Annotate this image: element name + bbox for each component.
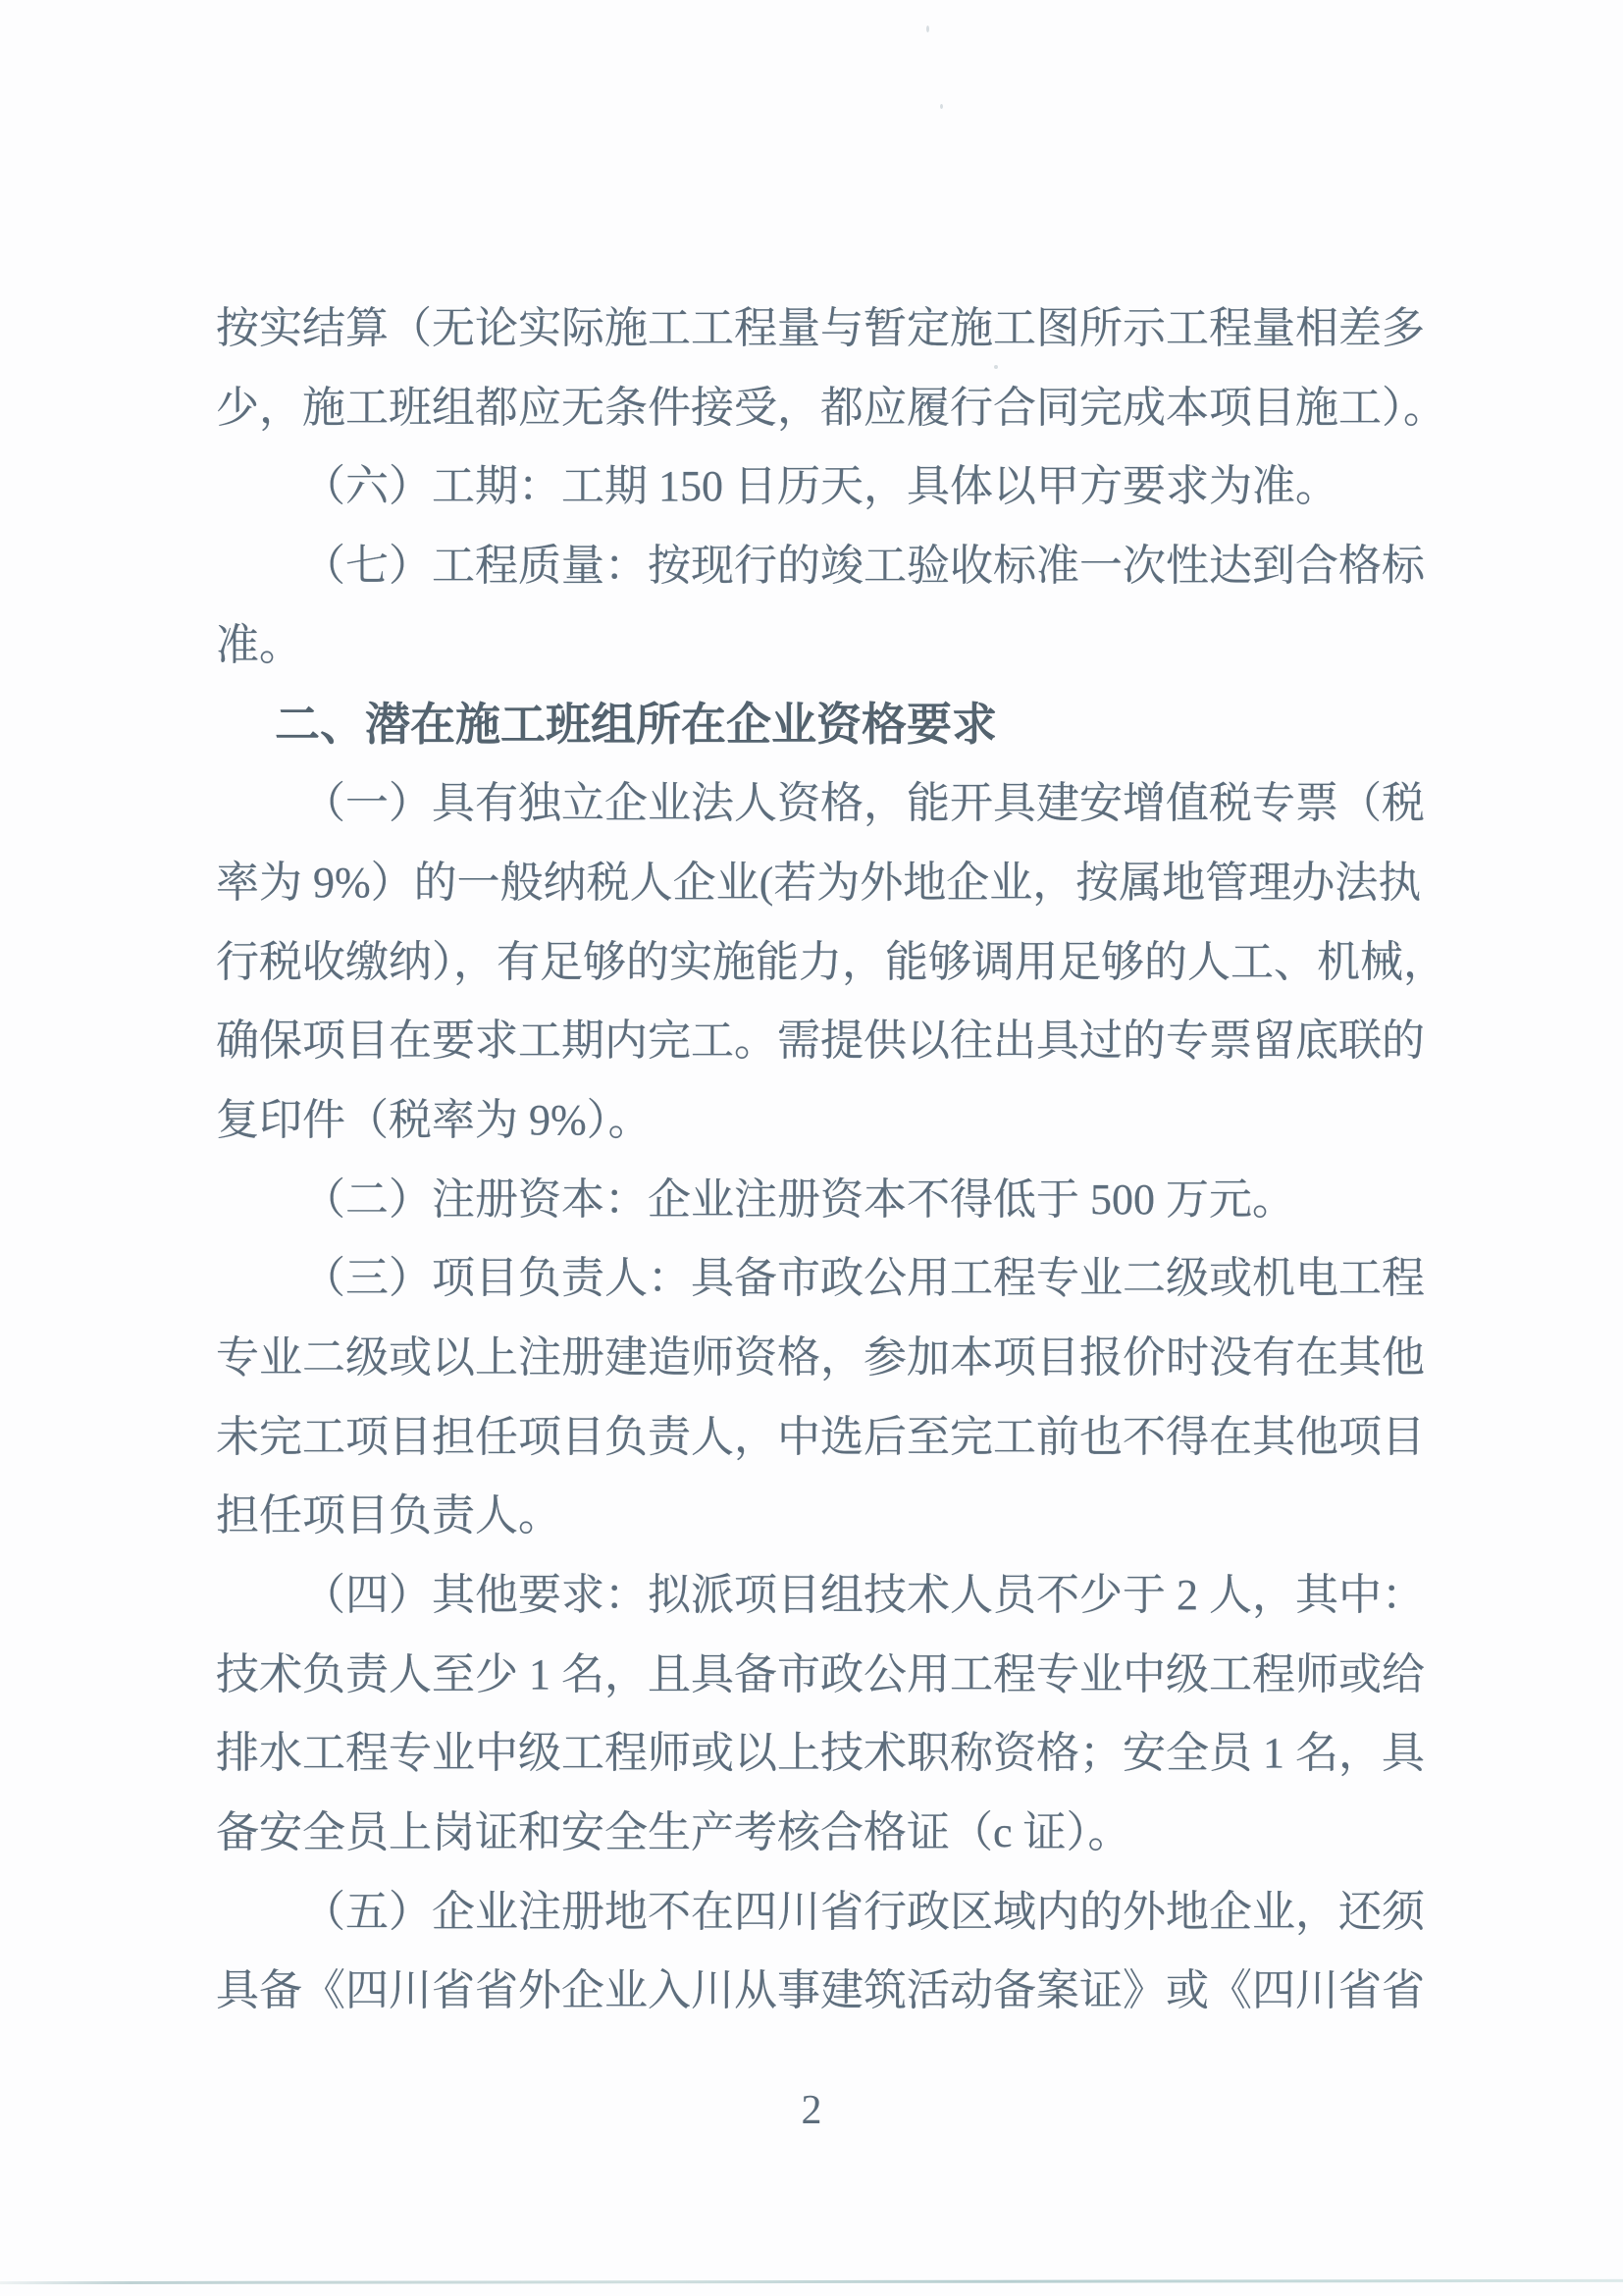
section-heading: 二、潜在施工班组所在企业资格要求 [275,699,997,751]
text-line: 备安全员上岗证和安全生产考核合格证（c 证）。 [216,1808,1131,1857]
text-line: 具备《四川省省外企业入川从事建筑活动备案证》或《四川省省 [216,1966,1425,2015]
text-line: 行税收缴纳），有足够的实施能力，能够调用足够的人工、机械， [216,937,1446,986]
text-line: 准。 [216,620,302,669]
text-line: （四）其他要求：拟派项目组技术人员不少于 2 人，其中： [302,1571,1425,1619]
text-line: 排水工程专业中级工程师或以上技术职称资格；安全员 1 名，具 [216,1729,1425,1778]
text-line: 复印件（税率为 9%）。 [216,1095,652,1144]
text-line: 率为 9%）的一般纳税人企业(若为外地企业，按属地管理办法执 [216,858,1422,907]
text-line: 专业二级或以上注册建造师资格，参加本项目报价时没有在其他 [216,1332,1425,1382]
document-body-text [216,289,1446,2031]
text-line: （一）具有独立企业法人资格，能开具建安增值税专票（税 [302,779,1425,828]
text-line: 少，施工班组都应无条件接受，都应履行合同完成本项目施工）。 [216,383,1446,432]
text-line: （三）项目负责人：具备市政公用工程专业二级或机电工程 [302,1254,1425,1303]
scan-artifact-bottom-edge [0,2279,1623,2284]
text-line: 技术负责人至少 1 名，且具备市政公用工程专业中级工程师或给 [216,1649,1425,1698]
text-line: （六）工期：工期 150 日历天，具体以甲方要求为准。 [302,462,1338,511]
text-line: 确保项目在要求工期内完工。需提供以往出具过的专票留底联的 [216,1017,1425,1066]
page-number: 2 [801,2088,822,2133]
text-line: （五）企业注册地不在四川省行政区域内的外地企业，还须 [302,1887,1425,1936]
text-line: 未完工项目担任项目负责人，中选后至完工前也不得在其他项目 [216,1412,1425,1461]
text-line: （二）注册资本：企业注册资本不得低于 500 万元。 [302,1174,1295,1224]
scan-artifact-speck [940,104,943,109]
scan-artifact-speck [994,365,998,369]
text-line: （七）工程质量：按现行的竣工验收标准一次性达到合格标 [302,542,1425,591]
scan-artifact-speck [926,26,929,32]
text-line: 担任项目负责人。 [216,1491,561,1540]
text-line: 按实结算（无论实际施工工程量与暂定施工图所示工程量相差多 [216,304,1425,352]
